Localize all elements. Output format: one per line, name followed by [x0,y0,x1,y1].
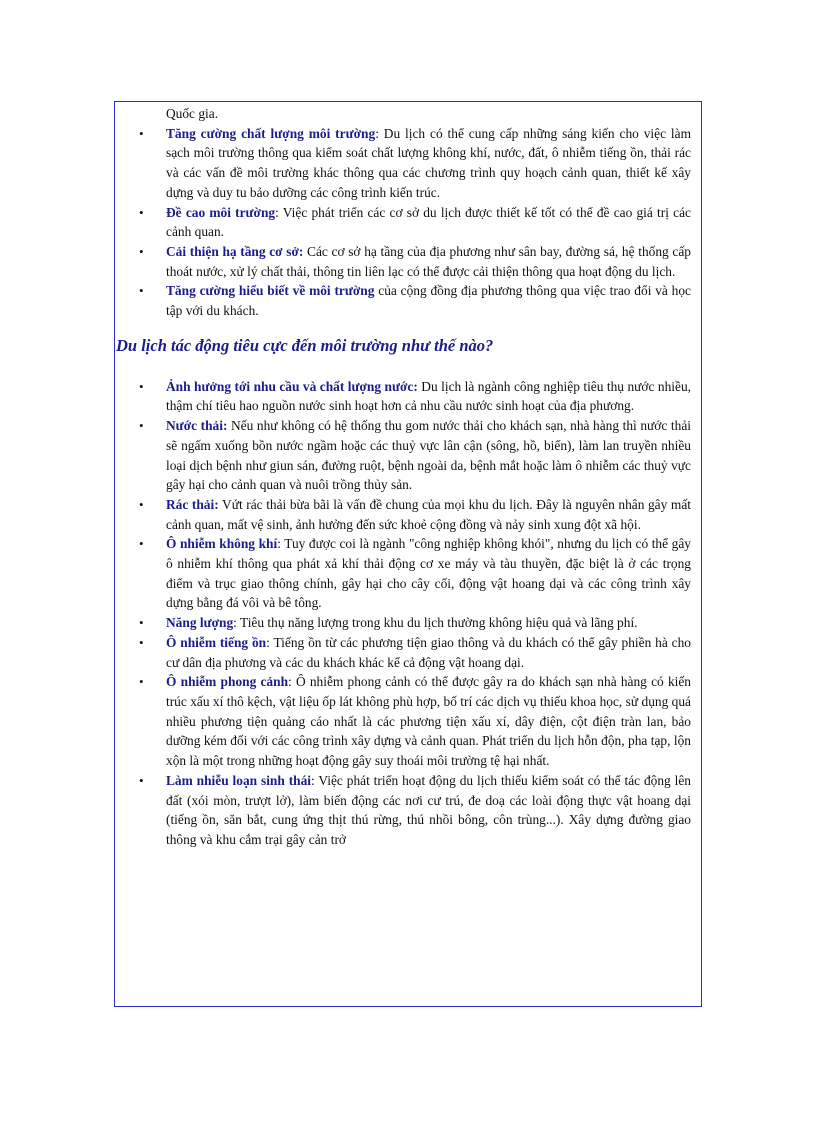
document-body [115,102,701,850]
item-term: Nước thải: [166,418,228,434]
list-item [115,613,701,633]
item-text: : Du lịch có thể cung cấp những sáng kiến cho việc làm sạch môi trường thông qua kiểm soát chất lượng không khí, nước, đất, ô nhiễm tiếng ồn, thải rác và các vấn đề môi trường khác thông qua các chương trình quy hoạch cảnh quan, thiết kế xây dựng và duy tu bảo dưỡng các công trình kiến trúc. [166,125,691,200]
list-item [115,242,701,281]
item-term: Tăng cường hiểu biết về môi trường [166,283,375,299]
page-frame [114,101,702,1007]
item-text: Các cơ sở hạ tầng của địa phương như sân bay, đường sá, hệ thống cấp thoát nước, xử lý chất thải, thông tin liên lạc có thể được cải thiện thông qua hoạt động du lịch. [166,243,691,279]
item-term: Rác thải: [166,496,219,512]
list-item [115,771,701,850]
list-item [115,203,701,242]
item-text: Vứt rác thải bừa bãi là vấn đề chung của mọi khu du lịch. Đây là nguyên nhân gây mất cảnh quan, mất vệ sinh, ảnh hưởng đến sức khoẻ cộng đồng và nảy sinh xung đột xã hội. [166,496,691,532]
list-item [115,377,701,416]
item-term: Cải thiện hạ tầng cơ sở: [166,243,304,259]
list-item [115,281,701,320]
item-term: Ô nhiễm tiếng ồn [166,634,267,650]
list-item [115,495,701,534]
item-term: Đề cao môi trường [166,204,276,220]
item-term: Ô nhiễm phong cảnh [166,674,289,690]
item-text: : Ô nhiễm phong cảnh có thể được gây ra do khách sạn nhà hàng có kiến trúc xấu xí thô kệch, vật liệu ốp lát không phù hợp, bố trí các dịch vụ thiếu khoa học, sử dụng quá nhiều phương tiện quảng cáo nhất là các phương tiện xấu xí, dây điện, cột điện tràn lan, bảo dưỡng kém đối với các công trình xây dựng và cảnh quan. Phát triển du lịch hỗn độn, pha tạp, lộn xộn là một trong những hoạt động gây suy thoái môi trường tệ hại nhất. [166,674,691,769]
list-item [115,672,701,771]
item-text: Nếu như không có hệ thống thu gom nước thải cho khách sạn, nhà hàng thì nước thải sẽ ngấm xuống bồn nước ngầm hoặc các thuỷ vực lân cận (sông, hồ, biển), làm lan truyền nhiều loại dịch bệnh như giun sán, đường ruột, bệnh ngoài da, bệnh mắt hoặc làm ô nhiễm các thuỷ vực gây hại cho cảnh quan và nuôi trồng thủy sản. [166,418,691,493]
item-text: : Tiêu thụ năng lượng trong khu du lịch thường không hiệu quả và lãng phí. [233,615,638,631]
list-item [115,633,701,672]
continued-text: Quốc gia. [166,106,219,121]
item-term: Làm nhiễu loạn sinh thái [166,772,312,788]
item-term: Ô nhiễm không khí [166,536,278,552]
item-text: : Việc phát triển hoạt động du lịch thiếu kiểm soát có thể tác động lên đất (xói mòn, trượt lở), làm biến động các nơi cư trú, đe doạ các loài động thực vật hoang dại (tiếng ồn, săn bắt, cung ứng thịt thú rừng, thú nhồi bông, côn trùng...). Xây dựng đường giao thông và khu cắm trại gây cản trở [166,772,691,847]
item-term: Ảnh hưởng tới nhu cầu và chất lượng nước: [166,378,418,394]
item-text: : Việc phát triển các cơ sở du lịch được thiết kế tốt có thể đề cao giá trị các cảnh quan. [166,204,691,240]
item-text: : Tiếng ồn từ các phương tiện giao thông và du khách có thể gây phiền hà cho cư dân địa phương và các du khách khác kể cả động vật hoang dại. [166,634,691,670]
section-heading: Du lịch tác động tiêu cực đến môi trường như thế nào? [116,335,494,355]
list-item [115,124,701,203]
negative-impacts-list [115,377,701,850]
item-text: Du lịch là ngành công nghiệp tiêu thụ nước nhiều, thậm chí tiêu hao nguồn nước sinh hoạt hơn cả nhu cầu nước sinh hoạt của địa phương. [166,378,691,414]
list-item [115,416,701,495]
item-text: : Tuy được coi là ngành "công nghiệp không khói", nhưng du lịch có thể gây ô nhiễm khí thông qua phát xả khí thải động cơ xe máy và tàu thuyền, đặc biệt là ở các trọng điểm và trục giao thông chính, gây hại cho cây cối, động vật hoang dại và các công trình xây dựng bằng đá vôi và bê tông. [166,536,691,611]
list-item [115,534,701,613]
item-term: Tăng cường chất lượng môi trường [166,125,376,141]
item-term: Năng lượng [166,615,234,631]
positive-impacts-list [115,124,701,321]
item-text: của cộng đồng địa phương thông qua việc trao đổi và học tập với du khách. [166,283,691,319]
